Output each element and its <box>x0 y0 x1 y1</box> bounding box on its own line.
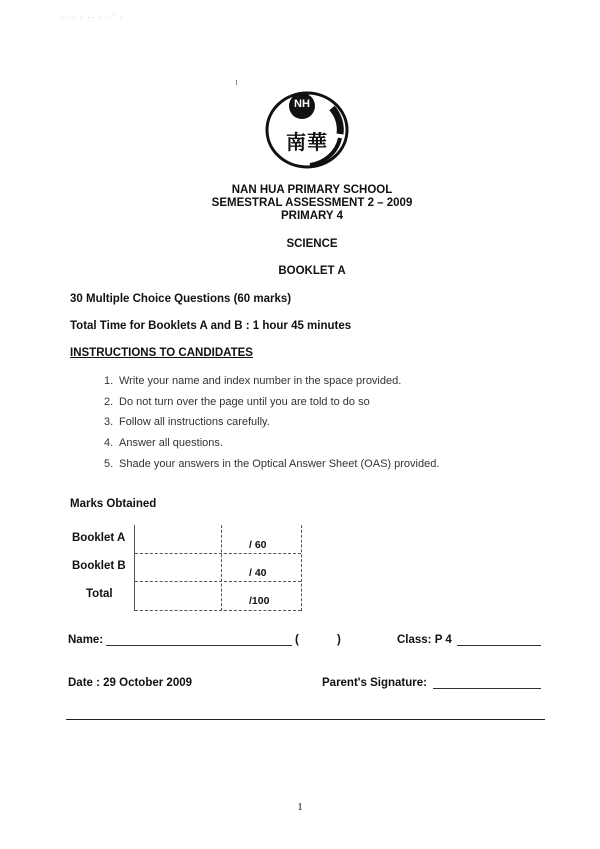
booklet-title: BOOKLET A <box>278 265 346 277</box>
instruction-item: 3. Follow all instructions carefully. <box>104 416 270 428</box>
index-open-paren: ( <box>295 634 299 646</box>
assessment-title: SEMESTRAL ASSESSMENT 2 – 2009 <box>211 197 413 209</box>
scan-speck <box>236 80 237 85</box>
parent-signature-field[interactable] <box>433 688 541 689</box>
table-divider <box>221 525 222 611</box>
instruction-item: 1. Write your name and index number in the space provided. <box>104 375 402 387</box>
questions-info: 30 Multiple Choice Questions (60 marks) <box>70 293 292 305</box>
table-rule <box>135 581 301 582</box>
school-logo <box>262 88 352 170</box>
instruction-item: 2. Do not turn over the page until you are told to do so <box>104 396 370 408</box>
logo-chinese-name: 南華 <box>286 130 328 154</box>
school-name: NAN HUA PRIMARY SCHOOL <box>231 184 393 196</box>
booklet-b-score: / 40 <box>249 567 267 579</box>
booklet-a-score: / 60 <box>249 539 267 551</box>
total-time-info: Total Time for Booklets A and B : 1 hour 45 minutes <box>70 320 352 332</box>
marks-table <box>134 525 302 611</box>
class-field[interactable] <box>457 645 541 646</box>
total-score: /100 <box>249 595 270 607</box>
total-label: Total <box>86 588 113 600</box>
subject-title: SCIENCE <box>286 238 338 250</box>
class-label: Class: P 4 <box>397 634 452 646</box>
parent-signature-label: Parent's Signature: <box>322 677 427 689</box>
instruction-item: 5. Shade your answers in the Optical Answer Sheet (OAS) provided. <box>104 458 440 470</box>
booklet-b-label: Booklet B <box>72 560 126 572</box>
page-number: 1 <box>297 801 303 813</box>
logo-monogram: NH <box>294 98 310 110</box>
index-close-paren: ) <box>337 634 341 646</box>
booklet-a-label: Booklet A <box>72 532 126 544</box>
table-rule <box>135 553 301 554</box>
level-title: PRIMARY 4 <box>281 210 343 222</box>
scan-artifact: .. . , .. , . ' . <box>62 14 124 20</box>
instruction-item: 4. Answer all questions. <box>104 437 223 449</box>
instructions-heading: INSTRUCTIONS TO CANDIDATES <box>70 347 253 359</box>
date-text: Date : 29 October 2009 <box>68 677 193 689</box>
name-field[interactable] <box>106 645 292 646</box>
footer-divider <box>66 719 545 720</box>
index-number-field[interactable] <box>302 634 334 648</box>
marks-heading: Marks Obtained <box>70 498 157 510</box>
name-label: Name: <box>68 634 104 646</box>
table-rule <box>135 610 301 611</box>
